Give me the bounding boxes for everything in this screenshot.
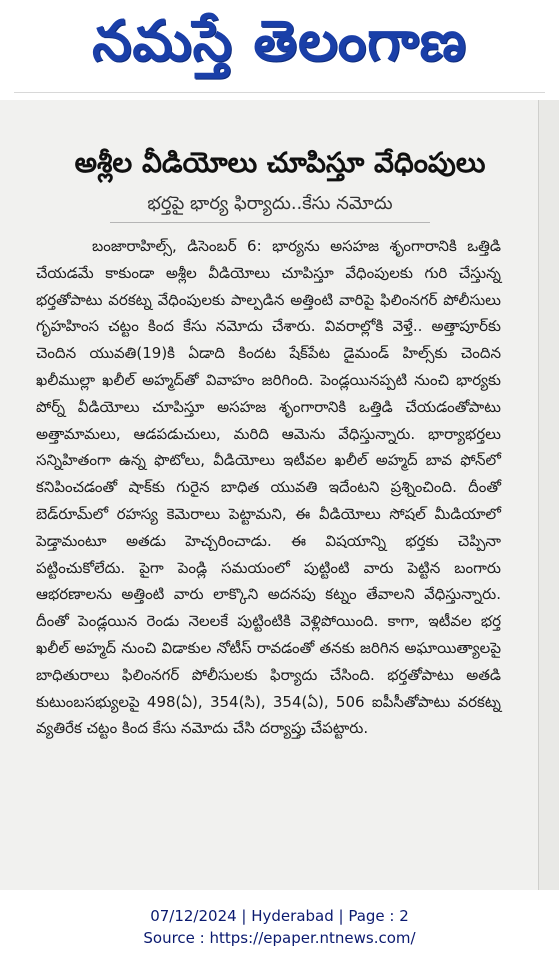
newspaper-logo: నమస్తే తెలంగాణ (92, 9, 467, 74)
article-subheadline: భర్తపై భార్య ఫిర్యాదు..కేసు నమోదు (110, 190, 430, 223)
adjacent-column-edge (538, 100, 559, 890)
footer-date-line: 07/12/2024 | Hyderabad | Page : 2 (150, 907, 409, 925)
masthead (0, 0, 559, 96)
masthead-divider (14, 92, 545, 93)
article-headline: అశ్లీల వీడియోలు చూపిస్తూ వేధింపులు (74, 146, 486, 179)
article-body: బంజారాహిల్స్‌, డిసెంబర్‌ 6: భార్యను అసహజ శృంగారానికి ఒత్తిడి చేయడమే కాకుండా అశ్లీల వీడియోలు చూపిస్తూ వేధింపులకు గురి చేస్తున్న భర్తతోపాటు వరకట్న వేధింపులకు పాల్పడిన అత్తింటి వారిపై ఫిలింనగర్‌ పోలీసులు గృహహింస చట్టం కింద కేసు నమోదు చేశారు. వివరాల్లోకి వెళ్తే.. అత్తాపూర్‌కు చెందిన యువతి(19)కి ఏడాది కిందట షేక్‌పేట డైమండ్‌ హిల్స్‌కు చెందిన ఖలీముల్లా ఖలీల్‌ అహ్మద్‌తో వివాహం జరిగింది. పెండ్లయినప్పటి నుంచి భార్యకు పోర్న్‌ వీడియోలు చూపిస్తూ అసహజ శృంగారానికి ఒత్తిడి చేయడంతోపాటు అత్తామామలు, ఆడపడుచులు, మరిది ఆమెను వేధిస్తున్నారు. భార్యాభర్తలు సన్నిహితంగా ఉన్న ఫొటోలు, వీడియోలు ఇటీవల ఖలీల్‌ అహ్మద్‌ బావ ఫోన్‌లో కనిపించడంతో షాక్‌కు గురైన బాధిత యువతి ఇదేంటని ప్రశ్నించింది. దీంతో బెడ్‌రూమ్‌లో రహస్య కెమెరాలు పెట్టామని, ఈ వీడియోలు సోషల్‌ మీడియాలో పెడ్తామంటూ అతడు హెచ్చరించాడు. ఈ విషయాన్ని భర్తకు చెప్పినా పట్టించుకోలేదు. పైగా పెండ్లి సమయంలో పుట్టింటి వారు పెట్టిన బంగారు ఆభరణాలను అత్తింటి వారు లాక్కొని అదనపు కట్నం తేవాలని వేధిస్తున్నారు. దీంతో పెండ్లయిన రెండు నెలలకే పుట్టింటికి వెళ్లిపోయింది. కాగా, ఇటీవల భర్త ఖలీల్‌ అహ్మద్‌ నుంచి విడాకుల నోటీస్‌ రావడంతో తనకు జరిగిన అఘాయిత్యాలపై బాధితురాలు ఫిలింనగర్‌ పోలీసులకు ఫిర్యాదు చేసింది. భర్తతోపాటు అతడి కుటుంబసభ్యులపై 498(ఏ), 354(సి), 354(ఏ), 506 ఐపీసీతోపాటు వరకట్న వ్యతిరేక చట్టం కింద కేసు నమోదు చేసి దర్యాప్తు చేపట్టారు. (36, 237, 501, 738)
article-clipping (0, 100, 559, 890)
footer-source-link[interactable]: Source : https://epaper.ntnews.com/ (143, 929, 416, 947)
